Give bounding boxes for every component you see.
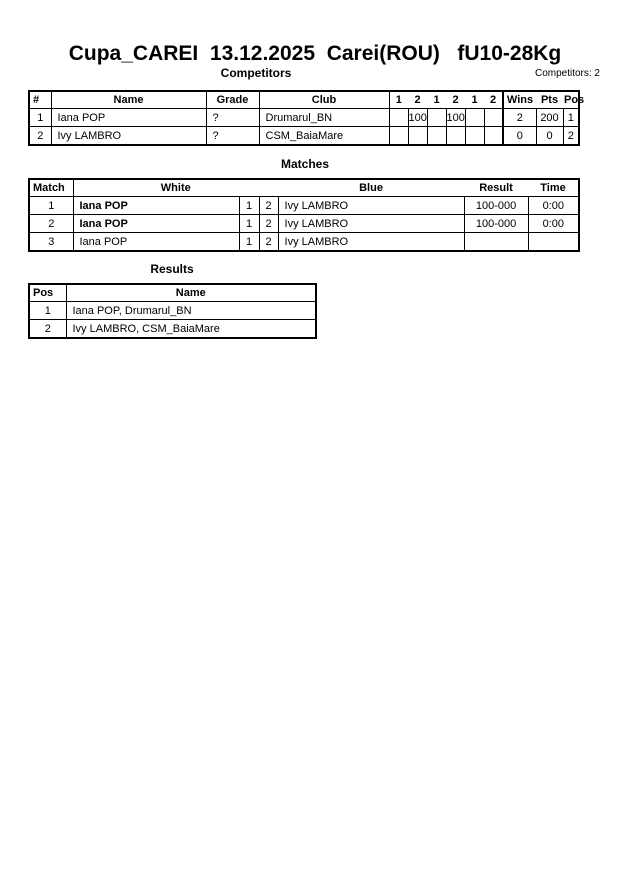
result-row (29, 302, 316, 320)
match-blue-number: 2 (259, 215, 278, 233)
competitors-count: Competitors: 2 (534, 68, 600, 79)
score-cell (389, 127, 408, 146)
competitor-grade: ? (206, 127, 259, 146)
result-pos: 1 (29, 302, 66, 320)
col-header-round2-blue: 2 (446, 91, 465, 109)
match-number: 3 (29, 233, 73, 252)
result-row (29, 320, 316, 339)
match-white-name: Iana POP (73, 215, 239, 233)
competitors-section-title: Competitors (220, 66, 292, 80)
match-time: 0:00 (528, 215, 579, 233)
col-header-pts: Pts (536, 91, 563, 109)
col-header-blue: Blue (278, 179, 464, 197)
col-header-club: Club (259, 91, 389, 109)
result-pos: 2 (29, 320, 66, 339)
competitor-pts: 0 (536, 127, 563, 146)
col-header-round1-white: 1 (389, 91, 408, 109)
col-header-grade: Grade (206, 91, 259, 109)
results-header-row (29, 284, 316, 302)
score-cell (465, 109, 484, 127)
score-cell (465, 127, 484, 146)
match-white-number: 1 (239, 233, 259, 252)
competitor-number: 2 (29, 127, 51, 146)
score-cell: 100 (408, 109, 427, 127)
competitor-club: CSM_BaiaMare (259, 127, 389, 146)
competitor-pos: 1 (563, 109, 579, 127)
match-time (528, 233, 579, 252)
match-result (464, 233, 528, 252)
match-time: 0:00 (528, 197, 579, 215)
competitor-wins: 0 (503, 127, 536, 146)
col-header-name: Name (66, 284, 316, 302)
match-blue-number: 2 (259, 233, 278, 252)
col-header-result: Result (464, 179, 528, 197)
score-cell (427, 109, 446, 127)
score-cell (389, 109, 408, 127)
col-header-round1-blue: 2 (408, 91, 427, 109)
competitor-pos: 2 (563, 127, 579, 146)
score-cell: 100 (446, 109, 465, 127)
col-header-pos: Pos (563, 91, 579, 109)
match-white-number: 1 (239, 197, 259, 215)
match-number: 2 (29, 215, 73, 233)
match-white-name: Iana POP (73, 233, 239, 252)
match-blue-name: Ivy LAMBRO (278, 233, 464, 252)
results-table (28, 283, 317, 339)
match-row (29, 215, 579, 233)
col-header-name: Name (51, 91, 206, 109)
match-number: 1 (29, 197, 73, 215)
match-blue-number: 2 (259, 197, 278, 215)
competitor-number: 1 (29, 109, 51, 127)
competitor-pts: 200 (536, 109, 563, 127)
col-header-white: White (73, 179, 278, 197)
matches-section-title: Matches (280, 157, 330, 171)
match-row (29, 197, 579, 215)
score-cell (427, 127, 446, 146)
competitor-wins: 2 (503, 109, 536, 127)
col-header-round2-white: 1 (427, 91, 446, 109)
match-blue-name: Ivy LAMBRO (278, 215, 464, 233)
match-row (29, 233, 579, 252)
score-cell (408, 127, 427, 146)
score-cell (446, 127, 465, 146)
competitors-table (28, 90, 585, 146)
tournament-title: Cupa_CAREI 13.12.2025 Carei(ROU) fU10-28Kg (68, 42, 562, 65)
col-header-time: Time (528, 179, 579, 197)
match-white-name: Iana POP (73, 197, 239, 215)
col-header-match: Match (29, 179, 73, 197)
match-blue-name: Ivy LAMBRO (278, 197, 464, 215)
matches-table (28, 178, 580, 252)
result-name: Iana POP, Drumarul_BN (66, 302, 316, 320)
competitor-row (29, 109, 579, 127)
competitor-club: Drumarul_BN (259, 109, 389, 127)
matches-header-row (29, 179, 579, 197)
score-cell (484, 109, 503, 127)
col-header-round3-blue: 2 (484, 91, 503, 109)
col-header-round3-white: 1 (465, 91, 484, 109)
match-result: 100-000 (464, 197, 528, 215)
competitors-header-row (29, 91, 579, 109)
match-white-number: 1 (239, 215, 259, 233)
competitor-name: Ivy LAMBRO (51, 127, 206, 146)
results-section-title: Results (150, 262, 194, 276)
competitor-name: Iana POP (51, 109, 206, 127)
competitor-row (29, 127, 579, 146)
competitor-grade: ? (206, 109, 259, 127)
match-result: 100-000 (464, 215, 528, 233)
result-name: Ivy LAMBRO, CSM_BaiaMare (66, 320, 316, 339)
col-header-number: # (29, 91, 51, 109)
score-cell (484, 127, 503, 146)
col-header-pos: Pos (29, 284, 66, 302)
col-header-wins: Wins (503, 91, 536, 109)
